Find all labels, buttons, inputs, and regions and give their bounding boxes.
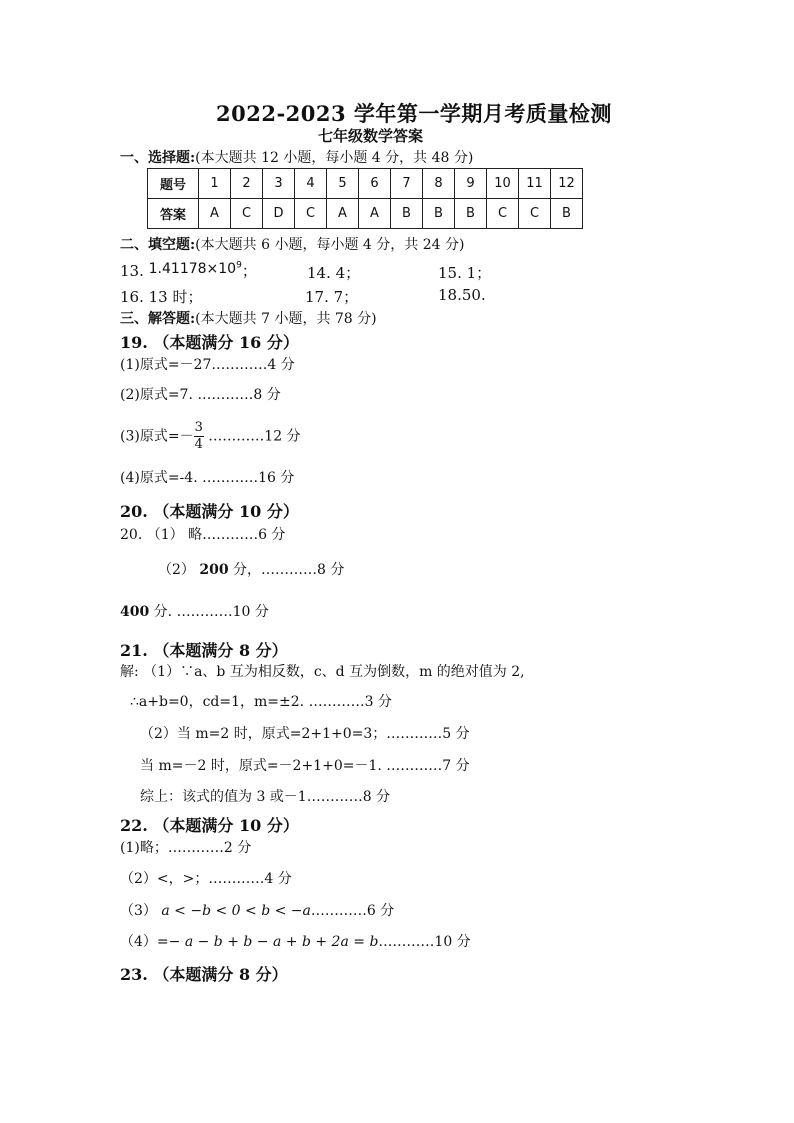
row-label-question: 题号 xyxy=(148,169,199,199)
table-cell: A xyxy=(199,199,231,229)
table-cell: 1 xyxy=(199,169,231,199)
table-cell: 7 xyxy=(391,169,423,199)
q22-line-4-suffix: …………10 分 xyxy=(378,934,471,950)
q21-line-1: 解: （1）∵a、b 互为相反数，c、d 互为倒数，m 的绝对值为 2, xyxy=(120,664,525,680)
q19-heading: 19. （本题满分 16 分） xyxy=(120,333,299,352)
table-cell: A xyxy=(359,199,391,229)
table-cell: 2 xyxy=(231,169,263,199)
q22-line-1: (1)略；…………2 分 xyxy=(120,840,252,856)
q19-line-3 xyxy=(120,420,301,453)
q20-value-200: 200 xyxy=(199,562,229,578)
q22-inequality: a < −b < 0 < b < −a xyxy=(161,903,311,919)
table-cell: 6 xyxy=(359,169,391,199)
section-2-heading xyxy=(120,234,464,254)
q22-line-4 xyxy=(120,931,471,951)
q19-line-4: (4)原式=-4. …………16 分 xyxy=(120,470,295,486)
q20-line-3 xyxy=(120,601,269,621)
table-cell: B xyxy=(391,199,423,229)
q22-heading: 22. （本题满分 10 分） xyxy=(120,816,299,835)
table-cell: D xyxy=(263,199,295,229)
page-title: 2022-2023 学年第一学期月考质量检测 xyxy=(216,101,612,126)
q22-line-3-suffix: …………6 分 xyxy=(310,903,395,919)
table-cell: 12 xyxy=(551,169,583,199)
section-2-note: (本大题共 6 小题，每小题 4 分，共 24 分) xyxy=(195,237,465,253)
table-cell: B xyxy=(423,199,455,229)
q20-line-1: 20. （1） 略…………6 分 xyxy=(120,527,286,543)
numerator: 3 xyxy=(194,420,203,435)
table-cell: 10 xyxy=(487,169,519,199)
section-3-label: 三、解答题: xyxy=(120,311,196,327)
q20-line-2-suffix: 分，…………8 分 xyxy=(228,562,345,578)
section-2-label: 二、填空题: xyxy=(120,237,196,253)
q20-line-2 xyxy=(158,559,344,579)
table-cell: C xyxy=(231,199,263,229)
table-row-numbers xyxy=(148,169,583,199)
scientific-notation xyxy=(149,261,242,277)
table-cell: A xyxy=(327,199,359,229)
q22-line-3 xyxy=(120,900,394,920)
fill-answer-18: 18.50. xyxy=(438,286,486,304)
q20-line-2-prefix: （2） xyxy=(158,562,200,578)
fill-answer-13 xyxy=(120,260,257,281)
fill-answer-16: 16. 13 时； xyxy=(120,288,203,306)
q21-line-4: 当 m=－2 时，原式=－2+1+0=－1. …………7 分 xyxy=(140,758,470,774)
table-cell: B xyxy=(455,199,487,229)
table-cell: 11 xyxy=(519,169,551,199)
exponent: 9 xyxy=(236,260,242,271)
q20-heading: 20. （本题满分 10 分） xyxy=(120,502,299,521)
mantissa: 1.41178×10 xyxy=(148,261,237,277)
separator: ； xyxy=(241,262,257,280)
q21-line-5: 综上：该式的值为 3 或－1…………8 分 xyxy=(140,789,391,805)
q22-line-4-prefix: （4）= xyxy=(120,934,169,950)
q21-heading: 21. （本题满分 8 分） xyxy=(120,641,288,660)
section-1-label: 一、选择题: xyxy=(120,150,196,166)
fill-answer-17: 17. 7； xyxy=(305,288,359,306)
table-row-answers xyxy=(148,199,583,229)
fraction xyxy=(194,420,204,453)
table-cell: C xyxy=(487,199,519,229)
q22-line-2: （2）<，>；…………4 分 xyxy=(120,871,292,887)
q19-line-3-suffix: …………12 分 xyxy=(203,428,301,445)
section-3-note: (本大题共 7 小题，共 78 分) xyxy=(195,311,377,327)
question-number: 13. xyxy=(120,262,144,280)
denominator: 4 xyxy=(194,437,203,452)
table-cell: 3 xyxy=(263,169,295,199)
row-label-answer: 答案 xyxy=(148,199,199,229)
table-cell: 8 xyxy=(423,169,455,199)
q19-line-3-prefix: (3)原式=－ xyxy=(120,428,194,445)
table-cell: 5 xyxy=(327,169,359,199)
q21-line-3: （2）当 m=2 时，原式=2+1+0=3；…………5 分 xyxy=(140,726,470,742)
q21-line-2: ∴a+b=0，cd=1，m=±2. …………3 分 xyxy=(130,694,392,710)
q23-heading: 23. （本题满分 8 分） xyxy=(120,965,288,984)
q19-line-2: (2)原式=7. …………8 分 xyxy=(120,387,281,403)
section-3-heading xyxy=(120,308,377,328)
fill-answer-14: 14. 4； xyxy=(307,264,361,282)
table-cell: C xyxy=(295,199,327,229)
table-cell: 9 xyxy=(455,169,487,199)
section-1-note: (本大题共 12 小题，每小题 4 分，共 48 分) xyxy=(195,150,474,166)
section-1-heading xyxy=(120,147,473,167)
table-cell: 4 xyxy=(295,169,327,199)
q22-line-3-prefix: （3） xyxy=(120,903,162,919)
q20-line-3-suffix: 分. …………10 分 xyxy=(149,604,269,620)
q19-line-1: (1)原式=－27…………4 分 xyxy=(120,357,295,373)
table-cell: C xyxy=(519,199,551,229)
fill-answer-15: 15. 1； xyxy=(438,264,492,282)
page-subtitle: 七年级数学答案 xyxy=(318,127,424,145)
q20-value-400: 400 xyxy=(120,604,150,620)
q22-expression: − a − b + b − a + b + 2a = b xyxy=(168,934,379,950)
answer-table xyxy=(147,168,583,229)
table-cell: B xyxy=(551,199,583,229)
